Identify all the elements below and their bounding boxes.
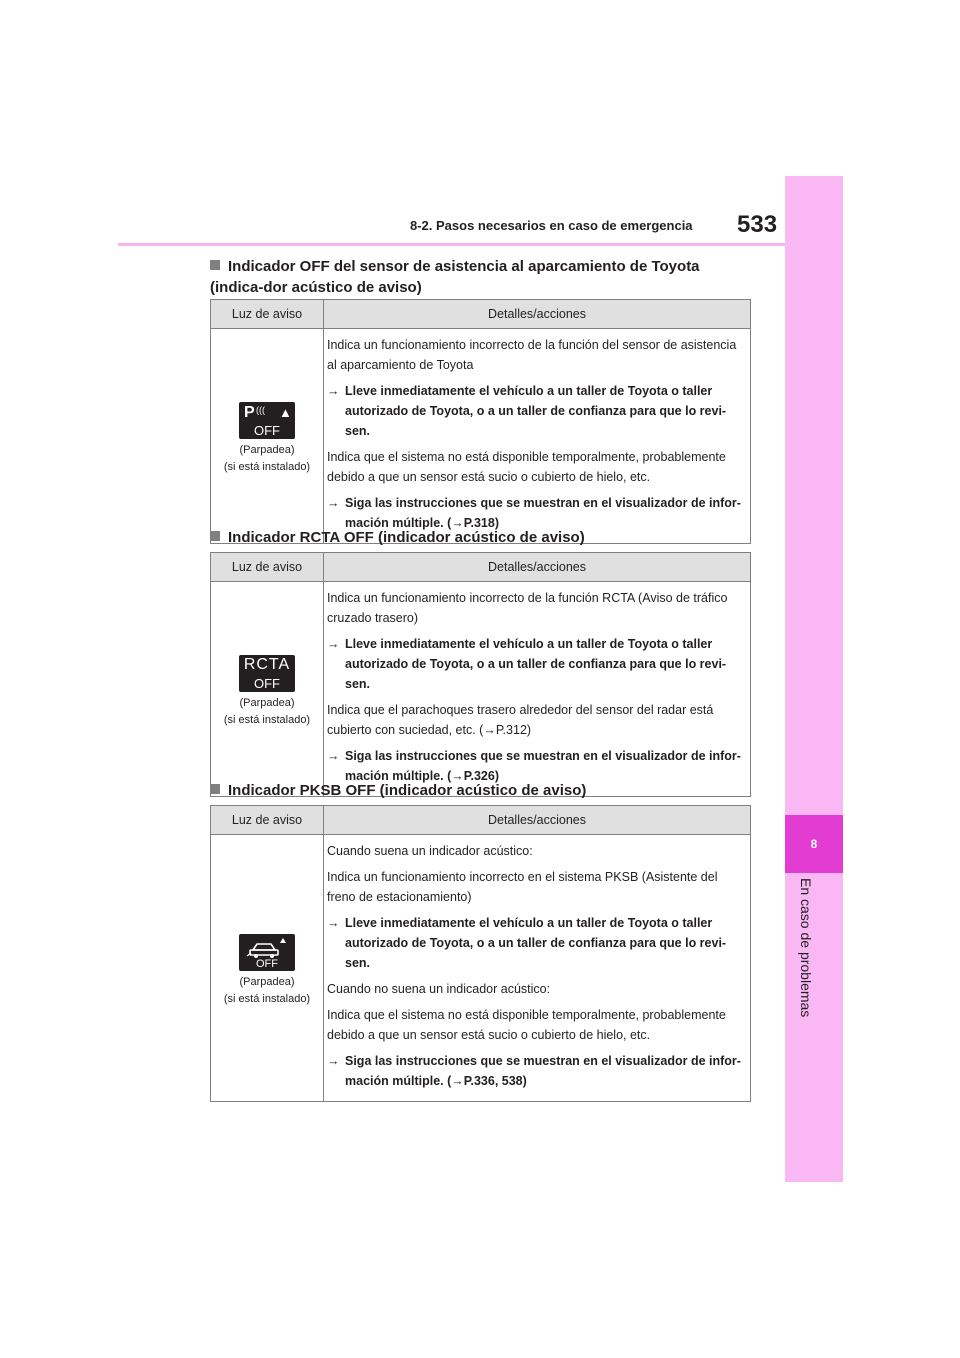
pksb-off-icon: OFF (239, 934, 295, 971)
square-bullet-icon (210, 531, 220, 541)
action-text: → Siga las instrucciones que se muestran en el visualizador de infor-mación múltiple. (→P.326) (327, 746, 746, 786)
warning-light-cell (211, 329, 324, 544)
arrow-icon: → (327, 749, 340, 763)
detail-text: Cuando no suena un indicador acústico: (327, 982, 551, 996)
section-title-pksb: Indicador PKSB OFF (indicador acústico de aviso) (210, 780, 750, 801)
action-text: → Lleve inmediatamente el vehículo a un taller de Toyota o taller autorizado de Toyota, o a un taller de confianza para que lo revi-sen. (327, 381, 746, 441)
detail-text: Cuando suena un indicador acústico: (327, 844, 533, 858)
page-number: 533 (737, 211, 778, 238)
warning-table-rcta (210, 552, 751, 797)
action-text: → Lleve inmediatamente el vehículo a un taller de Toyota o taller autorizado de Toyota, o a un taller de confianza para que lo revi-sen. (327, 913, 746, 973)
warning-table-parking-sensor (210, 299, 751, 544)
chapter-label: En caso de problemas (798, 878, 814, 1018)
action-text: → Siga las instrucciones que se muestran en el visualizador de infor-mación múltiple. (→P.336, 538) (327, 1051, 746, 1091)
installed-caption: (si está instalado) (223, 714, 311, 726)
installed-caption: (si está instalado) (223, 461, 311, 473)
arrow-icon: → (327, 384, 340, 398)
chapter-number: 8 (785, 815, 843, 873)
detail-text: Indica que el sistema no está disponible temporalmente, probablemente debido a que un sensor está sucio o cubierto de hielo, etc. (327, 450, 726, 484)
header-light: Luz de aviso (211, 300, 324, 329)
warning-table-pksb (210, 805, 751, 1102)
action-text: → Siga las instrucciones que se muestran en el visualizador de infor-mación múltiple. (→P.318) (327, 493, 746, 533)
header-rule (118, 243, 786, 246)
header-light: Luz de aviso (211, 553, 324, 582)
installed-caption: (si está instalado) (223, 993, 311, 1005)
detail-text: Indica un funcionamiento incorrecto de la función del sensor de asistencia al aparcamiento de Toyota (327, 338, 737, 372)
blink-caption: (Parpadea) (239, 976, 295, 988)
chapter-side-tab (785, 176, 843, 1182)
arrow-icon: → (327, 637, 340, 651)
square-bullet-icon (210, 784, 220, 794)
section-header: 8-2. Pasos necesarios en caso de emergencia (410, 218, 693, 233)
section-title-rcta: Indicador RCTA OFF (indicador acústico de aviso) (210, 527, 750, 548)
action-text: → Lleve inmediatamente el vehículo a un taller de Toyota o taller autorizado de Toyota, o a un taller de confianza para que lo revi-sen. (327, 634, 746, 694)
blink-caption: (Parpadea) (239, 444, 295, 456)
detail-text: Indica un funcionamiento incorrecto en el sistema PKSB (Asistente del freno de estacionamiento) (327, 870, 718, 904)
details-cell (324, 835, 751, 1102)
details-cell (324, 582, 751, 797)
header-details: Detalles/acciones (324, 806, 751, 835)
header-light: Luz de aviso (211, 806, 324, 835)
blink-caption: (Parpadea) (239, 697, 295, 709)
warning-light-cell (211, 835, 324, 1102)
warning-light-cell (211, 582, 324, 797)
detail-text: Indica que el parachoques trasero alrededor del sensor del radar está cubierto con suciedad, etc. (→P.312) (327, 703, 714, 737)
arrow-icon: → (327, 1054, 340, 1068)
detail-text: Indica un funcionamiento incorrecto de la función RCTA (Aviso de tráfico cruzado trasero) (327, 591, 728, 625)
header-details: Detalles/acciones (324, 300, 751, 329)
details-cell (324, 329, 751, 544)
arrow-icon: → (327, 496, 340, 510)
section-title-parking-sensor: Indicador OFF del sensor de asistencia al aparcamiento de Toyota (indica-dor acústico de aviso) (210, 258, 700, 296)
arrow-icon: → (327, 916, 340, 930)
rcta-off-icon: RCTA OFF (239, 655, 295, 692)
header-details: Detalles/acciones (324, 553, 751, 582)
parking-sensor-off-icon: P ((( ▲ OFF (239, 402, 295, 439)
detail-text: Indica que el sistema no está disponible temporalmente, probablemente debido a que un sensor está sucio o cubierto de hielo, etc. (327, 1008, 726, 1042)
square-bullet-icon (210, 260, 220, 270)
